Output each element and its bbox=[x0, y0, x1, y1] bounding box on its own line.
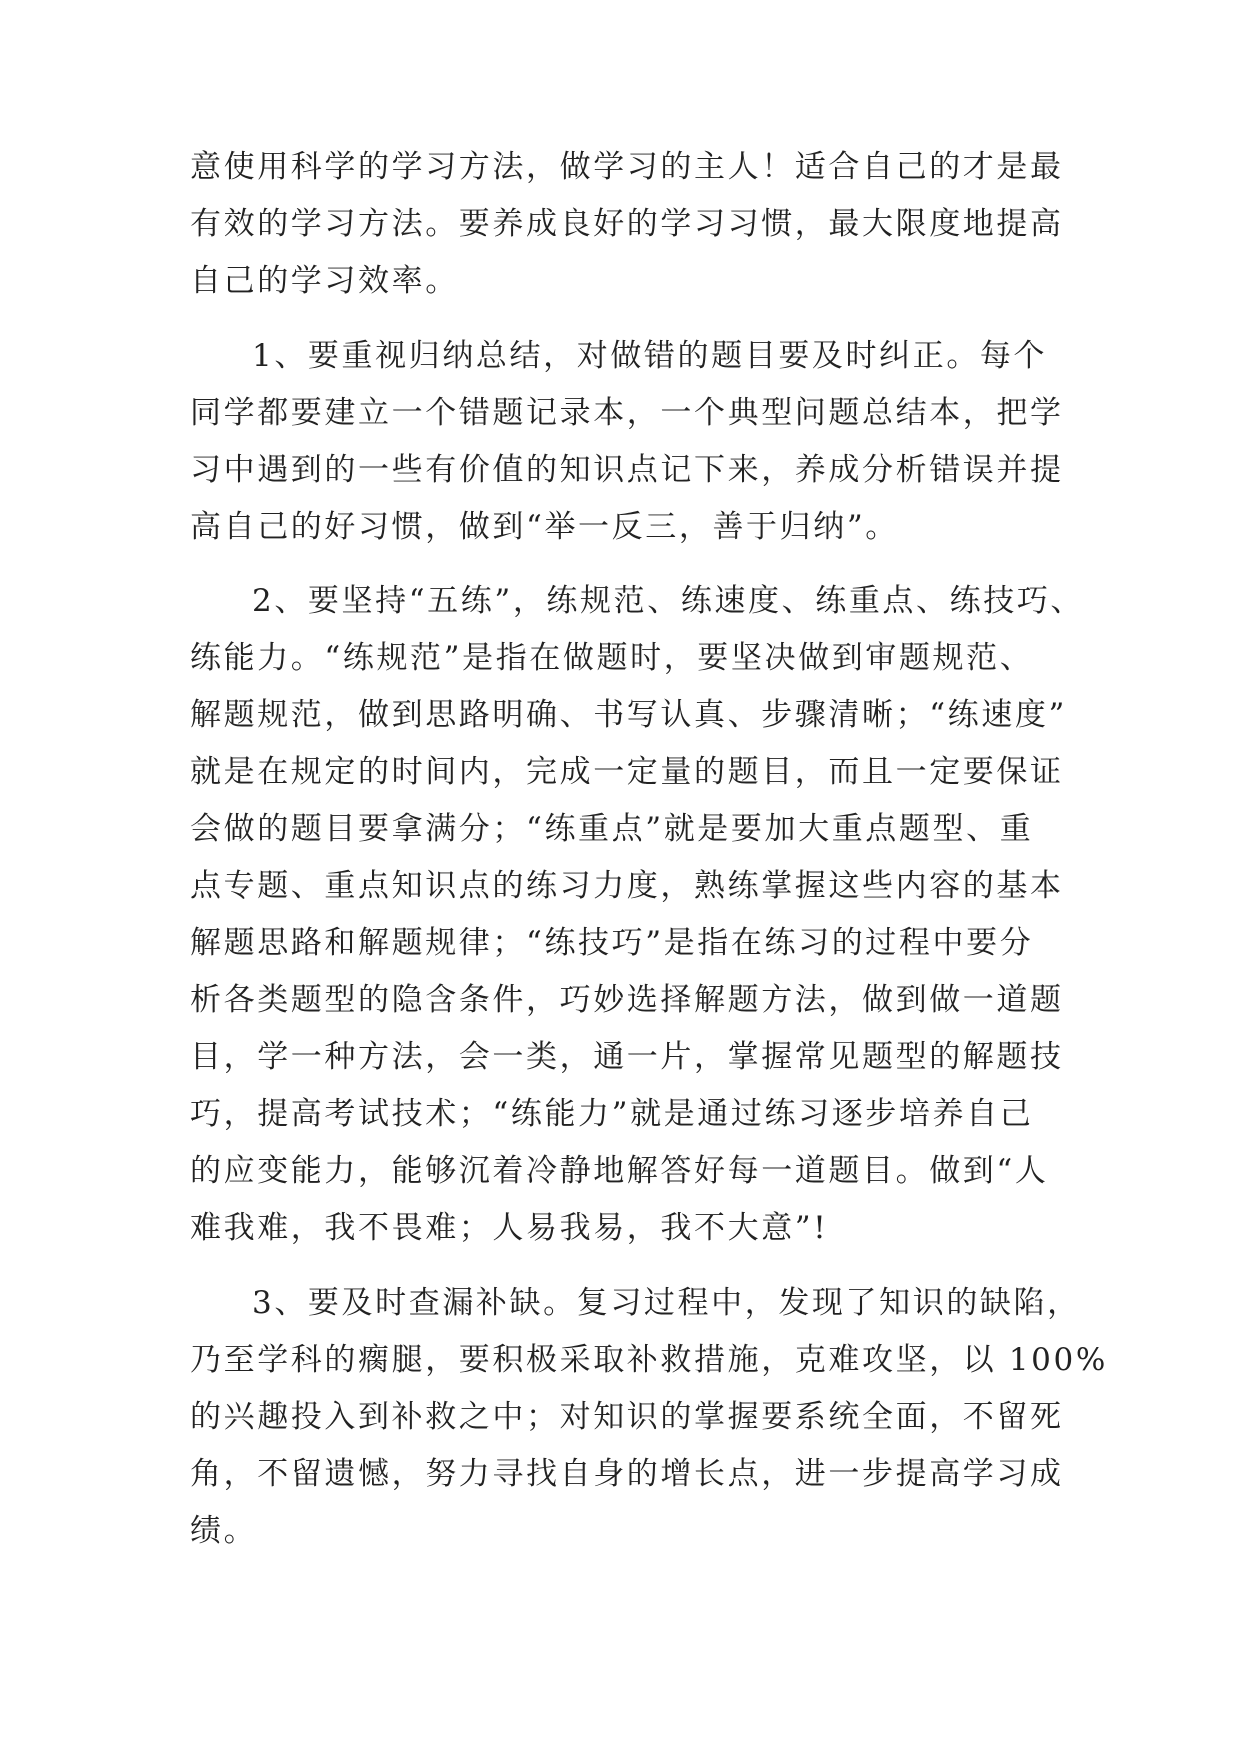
text-line: 解题思路和解题规律；“练技巧”是指在练习的过程中要分 bbox=[190, 925, 1034, 961]
text-line: 会做的题目要拿满分；“练重点”就是要加大重点题型、重 bbox=[190, 811, 1034, 847]
text-line: 难我难，我不畏难；人易我易，我不大意”! bbox=[190, 1210, 829, 1246]
text-line: 角，不留遗憾，努力寻找自身的增长点，进一步提高学习成 bbox=[190, 1456, 1064, 1492]
text-line: 高自己的好习惯，做到“举一反三，善于归纳”。 bbox=[190, 509, 899, 545]
paragraph-3-first-line: 3、要及时查漏补缺。复习过程中，发现了知识的缺陷， bbox=[252, 1285, 1081, 1321]
text-line: 练能力。“练规范”是指在做题时，要坚决做到审题规范、 bbox=[190, 640, 1034, 676]
text-line: 目，学一种方法，会一类，通一片，掌握常见题型的解题技 bbox=[190, 1039, 1064, 1075]
text-line: 析各类题型的隐含条件，巧妙选择解题方法，做到做一道题 bbox=[190, 982, 1064, 1018]
paragraph-2-first-line: 2、要坚持“五练”，练规范、练速度、练重点、练技巧、 bbox=[252, 583, 1085, 619]
paragraph-1-first-line: 1、要重视归纳总结，对做错的题目要及时纠正。每个 bbox=[252, 338, 1048, 374]
text-line: 绩。 bbox=[190, 1513, 258, 1549]
text-line: 习中遇到的一些有价值的知识点记下来，养成分析错误并提 bbox=[190, 452, 1064, 488]
text-line: 的应变能力，能够沉着冷静地解答好每一道题目。做到“人 bbox=[190, 1153, 1049, 1189]
text-line: 就是在规定的时间内，完成一定量的题目，而且一定要保证 bbox=[190, 754, 1064, 790]
text-line: 有效的学习方法。要养成良好的学习习惯，最大限度地提高 bbox=[190, 206, 1064, 242]
text-line: 的兴趣投入到补救之中；对知识的掌握要系统全面，不留死 bbox=[190, 1399, 1064, 1435]
text-line: 乃至学科的瘸腿，要积极采取补救措施，克难攻坚，以 100% bbox=[190, 1342, 1108, 1378]
text-line: 解题规范，做到思路明确、书写认真、步骤清晰；“练速度” bbox=[190, 697, 1067, 733]
text-line: 点专题、重点知识点的练习力度，熟练掌握这些内容的基本 bbox=[190, 868, 1064, 904]
text-line: 自己的学习效率。 bbox=[190, 263, 459, 299]
text-line: 巧，提高考试技术；“练能力”就是通过练习逐步培养自己 bbox=[190, 1096, 1034, 1132]
text-line: 同学都要建立一个错题记录本，一个典型问题总结本，把学 bbox=[190, 395, 1064, 431]
text-line: 意使用科学的学习方法，做学习的主人！适合自己的才是最 bbox=[190, 149, 1064, 185]
